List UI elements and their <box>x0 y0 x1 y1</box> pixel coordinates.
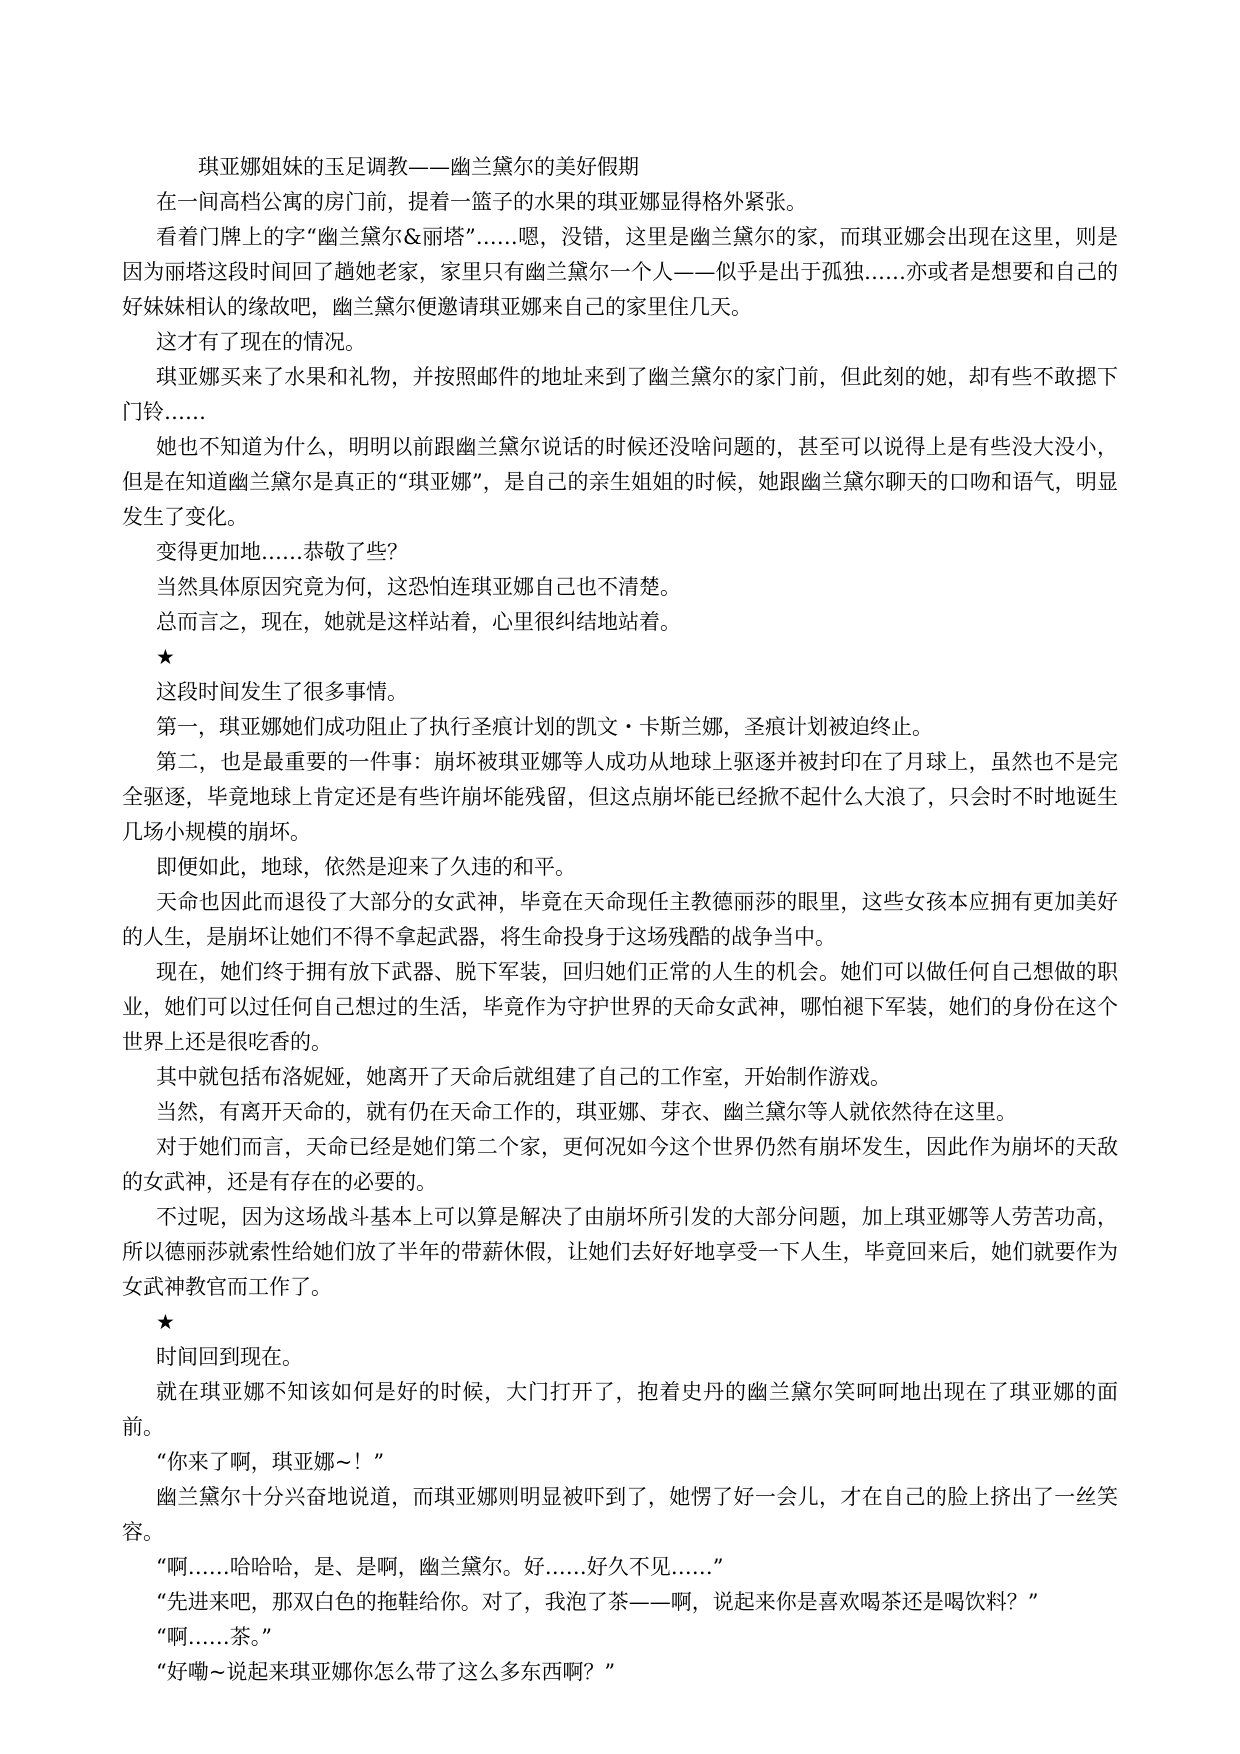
paragraph: 第二，也是最重要的一件事：崩坏被琪亚娜等人成功从地球上驱逐并被封印在了月球上，虽然也不是完全驱逐，毕竟地球上肯定还是有些许崩坏能残留，但这点崩坏能已经掀不起什么大浪了，只会时不时地诞生几场小规模的崩坏。 <box>122 750 1118 844</box>
paragraph: 总而言之，现在，她就是这样站着，心里很纠结地站着。 <box>156 610 681 634</box>
document-title: 琪亚娜姐妹的玉足调教——幽兰黛尔的美好假期 <box>198 155 639 179</box>
dialogue-line: “啊……茶。” <box>156 1625 272 1649</box>
paragraph: 第一，琪亚娜她们成功阻止了执行圣痕计划的凯文・卡斯兰娜，圣痕计划被迫终止。 <box>156 715 933 739</box>
paragraph: 当然，有离开天命的，就有仍在天命工作的，琪亚娜、芽衣、幽兰黛尔等人就依然待在这里。 <box>156 1100 1017 1124</box>
paragraph: 变得更加地……恭敬了些？ <box>156 540 408 564</box>
paragraph: 当然具体原因究竟为何，这恐怕连琪亚娜自己也不清楚。 <box>156 575 681 599</box>
paragraph: 这才有了现在的情况。 <box>156 330 366 354</box>
paragraph: 即便如此，地球，依然是迎来了久违的和平。 <box>156 855 576 879</box>
paragraph: 看着门牌上的字“幽兰黛尔&丽塔”……嗯，没错，这里是幽兰黛尔的家，而琪亚娜会出现在这里，则是因为丽塔这段时间回了趟她老家，家里只有幽兰黛尔一个人——似乎是出于孤独……亦或者是想要和自己的好妹妹相认的缘故吧，幽兰黛尔便邀请琪亚娜来自己的家里住几天。 <box>122 225 1118 319</box>
paragraph: 幽兰黛尔十分兴奋地说道，而琪亚娜则明显被吓到了，她愣了好一会儿，才在自己的脸上挤出了一丝笑容。 <box>122 1485 1118 1544</box>
dialogue-line: “你来了啊，琪亚娜~！” <box>156 1450 385 1474</box>
dialogue-line: “好嘞~说起来琪亚娜你怎么带了这么多东西啊？” <box>156 1660 616 1684</box>
paragraph: 这段时间发生了很多事情。 <box>156 680 408 704</box>
paragraph: 她也不知道为什么，明明以前跟幽兰黛尔说话的时候还没啥问题的，甚至可以说得上是有些没大没小，但是在知道幽兰黛尔是真正的“琪亚娜”，是自己的亲生姐姐的时候，她跟幽兰黛尔聊天的口吻和语气，明显发生了变化。 <box>122 435 1118 529</box>
paragraph: 对于她们而言，天命已经是她们第二个家，更何况如今这个世界仍然有崩坏发生，因此作为崩坏的天敌的女武神，还是有存在的必要的。 <box>122 1135 1118 1194</box>
paragraph: 不过呢，因为这场战斗基本上可以算是解决了由崩坏所引发的大部分问题，加上琪亚娜等人劳苦功高，所以德丽莎就索性给她们放了半年的带薪休假，让她们去好好地享受一下人生，毕竟回来后，她们就要作为女武神教官而工作了。 <box>122 1205 1118 1299</box>
section-break-star: ★ <box>156 645 175 669</box>
dialogue-line: “啊……哈哈哈，是、是啊，幽兰黛尔。好……好久不见……” <box>156 1555 724 1579</box>
paragraph: 时间回到现在。 <box>156 1345 303 1369</box>
section-break-star: ★ <box>156 1310 175 1334</box>
document-page <box>122 150 1118 1690</box>
dialogue-line: “先进来吧，那双白色的拖鞋给你。对了，我泡了茶——啊，说起来你是喜欢喝茶还是喝饮料？” <box>156 1590 1039 1614</box>
paragraph: 天命也因此而退役了大部分的女武神，毕竟在天命现任主教德丽莎的眼里，这些女孩本应拥有更加美好的人生，是崩坏让她们不得不拿起武器，将生命投身于这场残酷的战争当中。 <box>122 890 1118 949</box>
paragraph: 在一间高档公寓的房门前，提着一篮子的水果的琪亚娜显得格外紧张。 <box>156 190 807 214</box>
paragraph: 就在琪亚娜不知该如何是好的时候，大门打开了，抱着史丹的幽兰黛尔笑呵呵地出现在了琪亚娜的面前。 <box>122 1380 1118 1439</box>
paragraph: 现在，她们终于拥有放下武器、脱下军装，回归她们正常的人生的机会。她们可以做任何自己想做的职业，她们可以过任何自己想过的生活，毕竟作为守护世界的天命女武神，哪怕褪下军装，她们的身份在这个世界上还是很吃香的。 <box>122 960 1118 1054</box>
paragraph: 其中就包括布洛妮娅，她离开了天命后就组建了自己的工作室，开始制作游戏。 <box>156 1065 891 1089</box>
paragraph: 琪亚娜买来了水果和礼物，并按照邮件的地址来到了幽兰黛尔的家门前，但此刻的她，却有些不敢摁下门铃…… <box>122 365 1118 424</box>
